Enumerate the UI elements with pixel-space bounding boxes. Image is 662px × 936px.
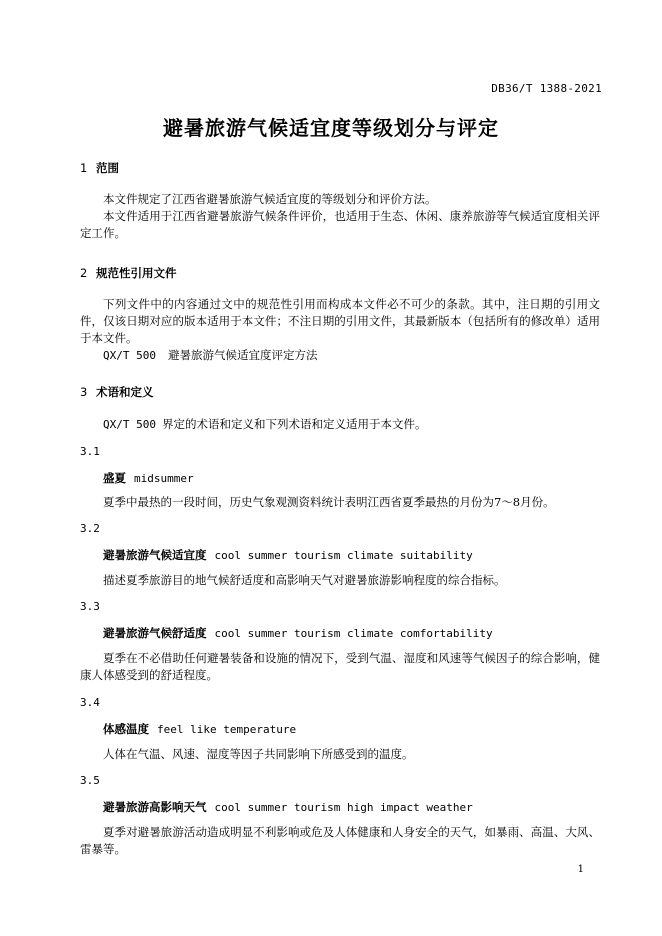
term-zh: 避暑旅游高影响天气 [103,800,207,814]
section-heading-normative-references [80,265,177,281]
term-zh: 盛夏 [103,471,126,485]
term-entry [103,470,194,486]
term-number: 3.1 [80,445,100,458]
term-number: 3.2 [80,522,100,535]
terms-intro [103,416,603,433]
term-en: feel like temperature [157,723,297,736]
reference-name: 避暑旅游气候适宜度评定方法 [167,348,318,362]
page-number: 1 [577,864,584,875]
reference-code: QX/T 500 [103,418,156,431]
section-number: 1 [80,161,88,175]
term-definition: 夏季在不必借助任何避暑装备和设施的情况下，受到气温、湿度和风速等气候因子的综合影响，健康人体感受到的舒适程度。 [80,651,600,682]
term-zh: 体感温度 [103,722,149,736]
intro-text: 界定的术语和定义和下列术语和定义适用于本文件。 [161,417,427,431]
document-number: DB36/T 1388-2021 [491,82,602,95]
term-en: cool summer tourism high impact weather [214,801,473,814]
paragraph: 本文件规定了江西省避暑旅游气候适宜度的等级划分和评价方法。 [103,192,437,206]
term-definition: 描述夏季旅游目的地气候舒适度和高影响天气对避暑旅游影响程度的综合指标。 [103,573,506,587]
reference-entry [103,347,603,364]
section-title: 范围 [96,161,119,175]
document-title: 避暑旅游气候适宜度等级划分与评定 [163,116,499,140]
term-definition: 人体在气温、风速、湿度等因子共同影响下所感受到的温度。 [103,747,414,761]
section-title: 术语和定义 [96,385,154,399]
term-zh: 避暑旅游气候舒适度 [103,626,207,640]
section-number: 3 [80,385,88,399]
paragraph: 本文件适用于江西省避暑旅游气候条件评价，也适用于生态、休闲、康养旅游等气候适宜度相关评定工作。 [80,209,600,240]
term-zh: 避暑旅游气候适宜度 [103,548,207,562]
term-entry [103,625,493,641]
term-definition: 夏季中最热的一段时间，历史气象观测资料统计表明江西省夏季最热的月份为7～8月份。 [103,495,555,509]
section-heading-scope [80,160,119,176]
term-en: cool summer tourism climate suitability [214,549,473,562]
term-definition: 夏季对避暑旅游活动造成明显不利影响或危及人体健康和人身安全的天气，如暴雨、高温、大风、雷暴等。 [80,825,600,856]
term-number: 3.5 [80,774,100,787]
section-heading-terms [80,384,154,400]
term-entry [103,799,473,815]
term-en: cool summer tourism climate comfortability [214,627,493,640]
term-entry [103,721,296,737]
section-number: 2 [80,266,88,280]
term-entry [103,547,473,563]
term-en: midsummer [134,472,194,485]
term-number: 3.3 [80,600,100,613]
section-title: 规范性引用文件 [96,266,177,280]
term-number: 3.4 [80,696,100,709]
reference-code: QX/T 500 [103,349,156,362]
paragraph: 下列文件中的内容通过文中的规范性引用而构成本文件必不可少的条款。其中，注日期的引用文件，仅该日期对应的版本适用于本文件；不注日期的引用文件，其最新版本（包括所有的修改单）适用于本文件。 [80,297,600,345]
